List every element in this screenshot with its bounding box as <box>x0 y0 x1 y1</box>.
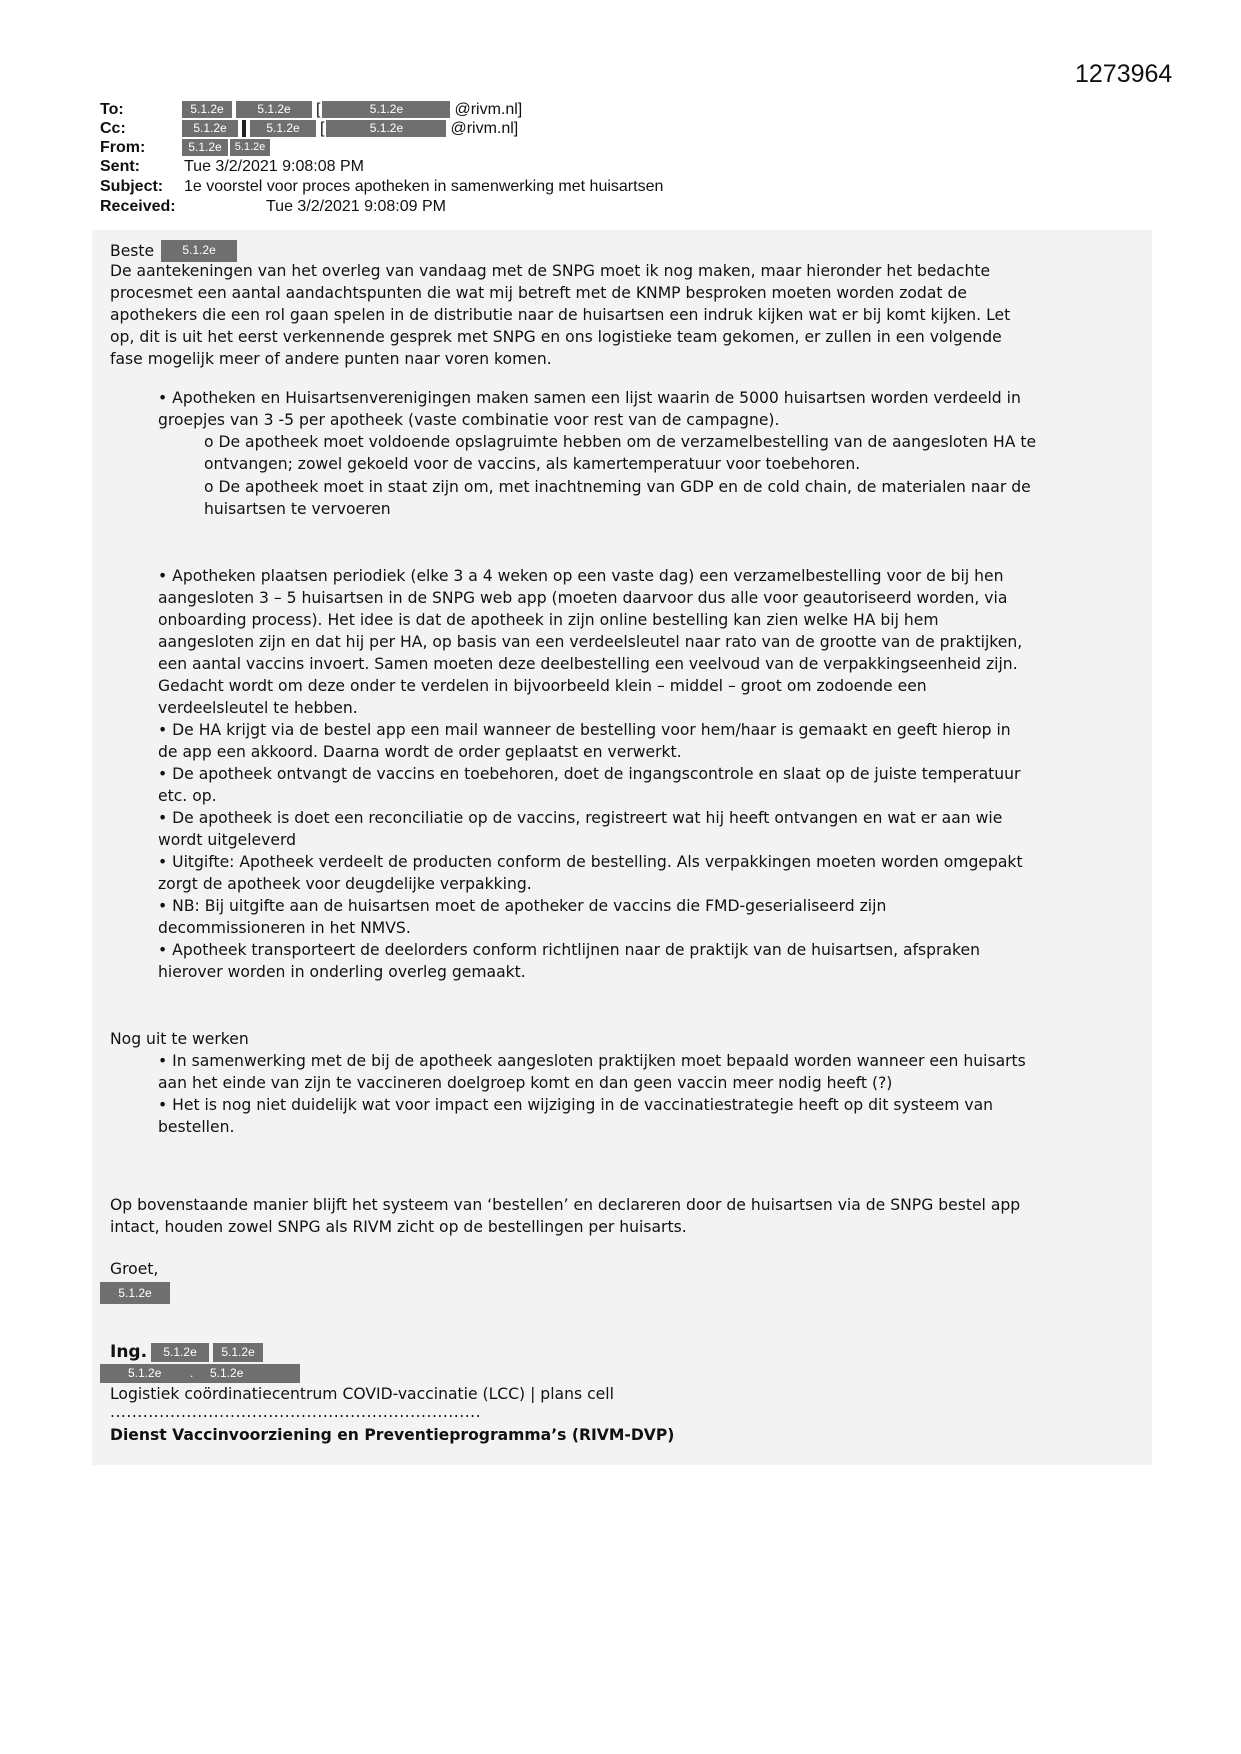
bullet-line: de app een akkoord. Daarna wordt de order geplaatst en verwerkt. <box>158 743 682 761</box>
redaction: 5.1.2e <box>210 1366 244 1380</box>
redaction: 5.1.2e <box>151 1343 209 1362</box>
redaction: 5.1.2e <box>128 1366 162 1380</box>
bullet-line: zorgt de apotheek voor deugdelijke verpakking. <box>158 875 532 893</box>
bullet-line: groepjes van 3 -5 per apotheek (vaste combinatie voor rest van de campagne). <box>158 411 780 429</box>
cc-label: Cc: <box>100 120 126 137</box>
from-label: From: <box>100 139 146 156</box>
received-label: Received: <box>100 198 176 215</box>
closing-line: Op bovenstaande manier blijft het systeem van ‘bestellen’ en declareren door de huisartsen via de SNPG bestel app <box>110 1196 1021 1214</box>
bullet-line: • De apotheek is doet een reconciliatie op de vaccins, registreert wat hij heeft ontvangen en wat er aan wie <box>158 809 1003 827</box>
bullet-line: aangesloten zijn en dat hij per HA, op basis van een verdeelsleutel naar rato van de grootte van de praktijken, <box>158 633 1023 651</box>
bullet-line: • NB: Bij uitgifte aan de huisartsen moet de apotheker de vaccins die FMD-geserialiseerd zijn <box>158 897 887 915</box>
subject-label: Subject: <box>100 178 164 195</box>
redaction: 5.1.2e <box>322 101 450 118</box>
separator-mark <box>242 120 246 137</box>
bullet-line: • Apotheek transporteert de deelorders conform richtlijnen naar de praktijk van de huisartsen, afspraken <box>158 941 980 959</box>
signature-name-line <box>110 1342 267 1362</box>
to-domain: @rivm.nl] <box>454 101 523 118</box>
todo-line: bestellen. <box>158 1118 235 1136</box>
redaction: 5.1.2e <box>161 240 237 262</box>
redaction: 5.1.2e <box>230 139 270 156</box>
redaction: 5.1.2e <box>213 1343 263 1362</box>
intro-line: procesmet een aantal aandachtspunten die wat mij betreft met de KNMP besproken moeten worden zodat de <box>110 284 967 302</box>
intro-line: apothekers die een rol gaan spelen in de distributie naar de huisartsen een indruk kijken wat er bij komt kijken. Let <box>110 306 1011 324</box>
document-number: 1273964 <box>1075 60 1173 88</box>
redaction: 5.1.2e <box>236 101 312 118</box>
sender-name-redacted <box>100 1282 174 1304</box>
sent-value: Tue 3/2/2021 9:08:08 PM <box>184 158 364 175</box>
organisation: Dienst Vaccinvoorziening en Preventieprogramma’s (RIVM-DVP) <box>110 1426 675 1444</box>
received-value: Tue 3/2/2021 9:08:09 PM <box>266 198 446 215</box>
bullet-line: een aantal vaccins invoert. Samen moeten deze deelbestelling een veelvoud van de verpakkingseenheid zijn. <box>158 655 1018 673</box>
signature-title: Ing. <box>110 1342 148 1362</box>
bullet-line: • Uitgifte: Apotheek verdeelt de producten conform de bestelling. Als verpakkingen moeten worden omgepakt <box>158 853 1023 871</box>
bullet-line: onboarding process). Het idee is dat de apotheek in zijn online bestelling kan zien welke HA bij hem <box>158 611 939 629</box>
bullet-line: decommissioneren in het NMVS. <box>158 919 411 937</box>
greeting-word: Beste <box>110 242 155 260</box>
bullet-line: • Apotheken plaatsen periodiek (elke 3 a 4 weken op een vaste dag) een verzamelbestelling voor de bij hen <box>158 567 1004 585</box>
cc-domain: @rivm.nl] <box>450 120 519 137</box>
bullet-line: hierover worden in onderling overleg gemaakt. <box>158 963 526 981</box>
to-recipients: 5.1.2e 5.1.2e [ 5.1.2e @rivm.nl] <box>182 100 522 120</box>
to-label: To: <box>100 101 124 118</box>
signature-redacted-line <box>100 1364 300 1383</box>
subject-value: 1e voorstel voor proces apotheken in samenwerking met huisartsen <box>184 178 664 195</box>
separator-dot: . <box>190 1366 194 1380</box>
intro-line: De aantekeningen van het overleg van vandaag met de SNPG moet ik nog maken, maar hieronder het bedachte <box>110 262 991 280</box>
bullet-line: • De apotheek ontvangt de vaccins en toebehoren, doet de ingangscontrole en slaat op de juiste temperatuur <box>158 765 1021 783</box>
redaction: 5.1.2e <box>250 120 316 137</box>
todo-line: • Het is nog niet duidelijk wat voor impact een wijziging in de vaccinatiestrategie heeft op dit systeem van <box>158 1096 994 1114</box>
bullet-line: • De HA krijgt via de bestel app een mail wanneer de bestelling voor hem/haar is gemaakt en geeft hierop in <box>158 721 1011 739</box>
sub-bullet-line: o De apotheek moet voldoende opslagruimte hebben om de verzamelbestelling van de aangesloten HA te <box>204 433 1037 451</box>
cc-recipients: 5.1.2e 5.1.2e [ 5.1.2e @rivm.nl] <box>182 119 518 139</box>
department: Logistiek coördinatiecentrum COVID-vaccinatie (LCC) | plans cell <box>110 1385 614 1403</box>
from-sender <box>182 138 274 158</box>
intro-line: fase mogelijk meer of andere punten naar voren komen. <box>110 350 552 368</box>
dotted-separator: .................................................................... <box>110 1403 482 1421</box>
redaction: 5.1.2e <box>182 139 228 156</box>
sub-bullet-line: ontvangen; zowel gekoeld voor de vaccins, als kamertemperatuur voor toebehoren. <box>204 455 861 473</box>
bullet-line: etc. op. <box>158 787 217 805</box>
bullet-line: verdeelsleutel te hebben. <box>158 699 358 717</box>
sub-bullet-line: o De apotheek moet in staat zijn om, met inachtneming van GDP en de cold chain, de materialen naar de <box>204 478 1031 496</box>
todo-heading: Nog uit te werken <box>110 1030 249 1048</box>
closing-line: intact, houden zowel SNPG als RIVM zicht op de bestellingen per huisarts. <box>110 1218 687 1236</box>
redaction: 5.1.2e <box>326 120 446 137</box>
redaction: 5.1.2e <box>100 1282 170 1304</box>
redaction: 5.1.2e <box>182 120 238 137</box>
regards: Groet, <box>110 1260 159 1278</box>
bullet-line: wordt uitgeleverd <box>158 831 297 849</box>
sub-bullet-line: huisartsen te vervoeren <box>204 500 391 518</box>
bullet-line: Gedacht wordt om deze onder te verdelen in bijvoorbeeld klein – middel – groot om zodoende een <box>158 677 927 695</box>
sent-label: Sent: <box>100 158 140 175</box>
greeting <box>110 240 241 262</box>
intro-line: op, dit is uit het eerst verkennende gesprek met SNPG en ons logistieke team gekomen, er zullen in een volgende <box>110 328 1002 346</box>
bullet-line: aangesloten 3 – 5 huisartsen in de SNPG web app (moeten daarvoor dus alle voor geautoriseerd worden, via <box>158 589 1008 607</box>
bullet-line: • Apotheken en Huisartsenverenigingen maken samen een lijst waarin de 5000 huisartsen worden verdeeld in <box>158 389 1021 407</box>
todo-line: aan het einde van zijn te vaccineren doelgroep komt en dan geen vaccin meer nodig heeft (?) <box>158 1074 893 1092</box>
redaction: 5.1.2e <box>182 101 232 118</box>
todo-line: • In samenwerking met de bij de apotheek aangesloten praktijken moet bepaald worden wanneer een huisarts <box>158 1052 1026 1070</box>
